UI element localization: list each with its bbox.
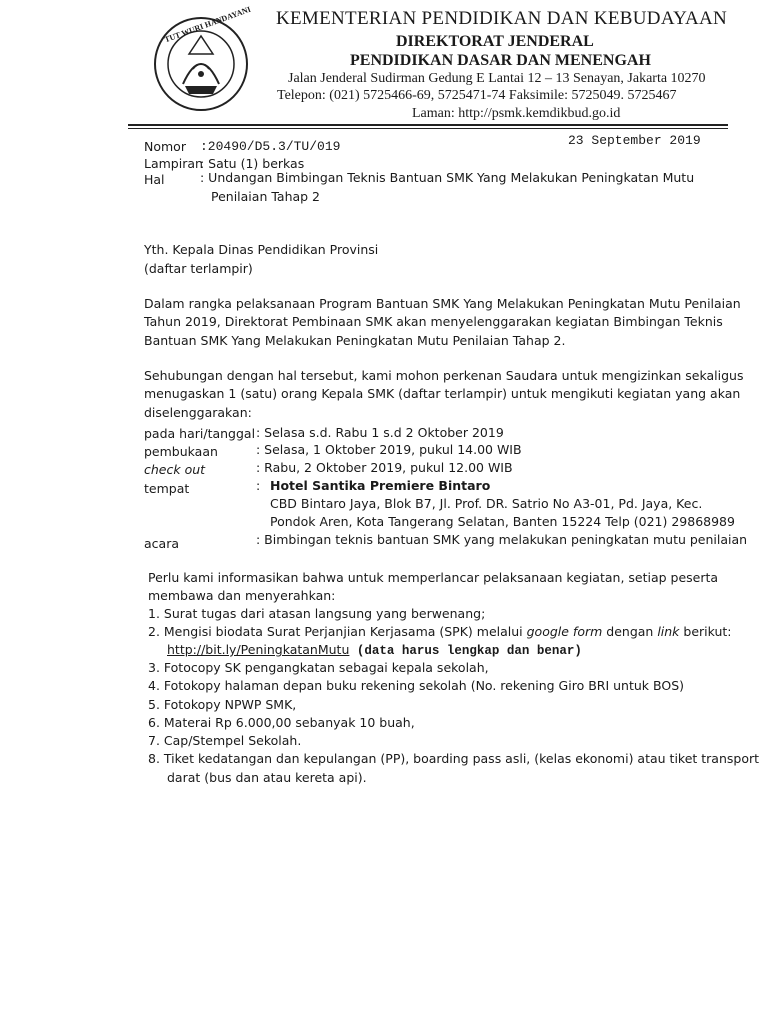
list-item-2-text: 2. Mengisi biodata Surat Perjanjian Kerjasama (SPK) melalui	[148, 624, 527, 639]
phone-line: Telepon: (021) 5725466-69, 5725471-74 Faksimile: 5725049. 5725467	[277, 88, 677, 103]
form-url-link[interactable]: http://bit.ly/PeningkatanMutu	[167, 642, 350, 657]
schedule-agenda-value: : Bimbingan teknis bantuan SMK yang melakukan peningkatan mutu penilaian	[256, 532, 748, 547]
list-item-1: 1. Surat tugas dari atasan langsung yang berwenang;	[148, 606, 486, 621]
schedule-day-label: pada hari/tanggal	[144, 426, 256, 441]
list-item-7: 7. Cap/Stempel Sekolah.	[148, 733, 302, 748]
paragraph-2-line-1: Sehubungan dengan hal tersebut, kami mohon perkenan Saudara untuk mengizinkan sekaligus	[144, 368, 744, 383]
list-item-2-post: berikut:	[679, 624, 732, 639]
header-rule-thin	[128, 128, 728, 129]
paragraph-1-line-2: Tahun 2019, Direktorat Pembinaan SMK akan menyelenggarakan kegiatan Bimbingan Teknis	[144, 314, 723, 329]
schedule-opening-label: pembukaan	[144, 444, 218, 459]
paragraph-3-line-2: membawa dan menyerahkan:	[148, 588, 336, 603]
address-line: Jalan Jenderal Sudirman Gedung E Lantai 12 – 13 Senayan, Jakarta 10270	[288, 71, 706, 86]
paragraph-3-line-1: Perlu kami informasikan bahwa untuk memperlancar pelaksanaan kegiatan, setiap peserta	[148, 570, 719, 585]
nomor-label: Nomor	[144, 139, 186, 154]
lampiran-value: : Satu (1) berkas	[200, 156, 305, 171]
schedule-place-colon: :	[256, 478, 261, 493]
ministry-name: KEMENTERIAN PENDIDIKAN DAN KEBUDAYAAN	[276, 8, 728, 29]
letter-date: 23 September 2019	[568, 133, 701, 148]
list-item-4: 4. Fotokopy halaman depan buku rekening sekolah (No. rekening Giro BRI untuk BOS)	[148, 678, 685, 693]
recipient-line-2: (daftar terlampir)	[144, 261, 253, 276]
schedule-place-address-2: Pondok Aren, Kota Tangerang Selatan, Banten 15224 Telp (021) 29868989	[270, 514, 735, 529]
data-note: (data harus lengkap dan benar)	[349, 644, 582, 658]
logo-motto: TUT WURI HANDAYANI	[163, 4, 252, 45]
paragraph-1-line-1: Dalam rangka pelaksanaan Program Bantuan SMK Yang Melakukan Peningkatan Mutu Penilaian	[144, 296, 741, 311]
schedule-place-name: Hotel Santika Premiere Bintaro	[270, 478, 491, 493]
list-item-6: 6. Materai Rp 6.000,00 sebanyak 10 buah,	[148, 715, 415, 730]
schedule-checkout-value: : Rabu, 2 Oktober 2019, pukul 12.00 WIB	[256, 460, 513, 475]
schedule-agenda-label: acara	[144, 536, 179, 551]
hal-value-1: : Undangan Bimbingan Teknis Bantuan SMK Yang Melakukan Peningkatan Mutu	[200, 170, 695, 185]
schedule-place-address-1: CBD Bintaro Jaya, Blok B7, Jl. Prof. DR. Satrio No A3-01, Pd. Jaya, Kec.	[270, 496, 703, 511]
google-form-text: google form	[526, 624, 603, 639]
paragraph-1-line-3: Bantuan SMK Yang Melakukan Peningkatan Mutu Penilaian Tahap 2.	[144, 333, 566, 348]
recipient-line-1: Yth. Kepala Dinas Pendidikan Provinsi	[144, 242, 379, 257]
hal-value-2: Penilaian Tahap 2	[211, 189, 321, 204]
schedule-day-value: : Selasa s.d. Rabu 1 s.d 2 Oktober 2019	[256, 425, 504, 440]
directorate-name: DIREKTORAT JENDERAL	[396, 33, 594, 50]
schedule-opening-value: : Selasa, 1 Oktober 2019, pukul 14.00 WIB	[256, 442, 522, 457]
header-rule-thick	[128, 124, 728, 126]
schedule-place-label: tempat	[144, 481, 190, 496]
list-item-8-line-2: darat (bus dan atau kereta api).	[167, 770, 367, 785]
list-item-2	[148, 624, 732, 639]
list-item-2-url-line	[167, 642, 582, 658]
paragraph-2-line-2: menugaskan 1 (satu) orang Kepala SMK (daftar terlampir) untuk mengikuti kegiatan yang akan	[144, 386, 741, 401]
paragraph-2-line-3: diselenggarakan:	[144, 405, 252, 420]
website-line: Laman: http://psmk.kemdikbud.go.id	[412, 106, 621, 121]
list-item-3: 3. Fotocopy SK pengangkatan sebagai kepala sekolah,	[148, 660, 489, 675]
schedule-checkout-label: check out	[144, 462, 206, 477]
division-name: PENDIDIKAN DASAR DAN MENENGAH	[350, 52, 651, 69]
list-item-8-line-1: 8. Tiket kedatangan dan kepulangan (PP), boarding pass asli, (kelas ekonomi) atau tiket transport	[148, 751, 760, 766]
lampiran-label: Lampiran	[144, 156, 203, 171]
list-item-5: 5. Fotokopy NPWP SMK,	[148, 697, 297, 712]
nomor-value: :20490/D5.3/TU/019	[200, 139, 341, 154]
link-text: link	[657, 624, 680, 639]
hal-label: Hal	[144, 172, 165, 187]
list-item-2-mid: dengan	[602, 624, 658, 639]
